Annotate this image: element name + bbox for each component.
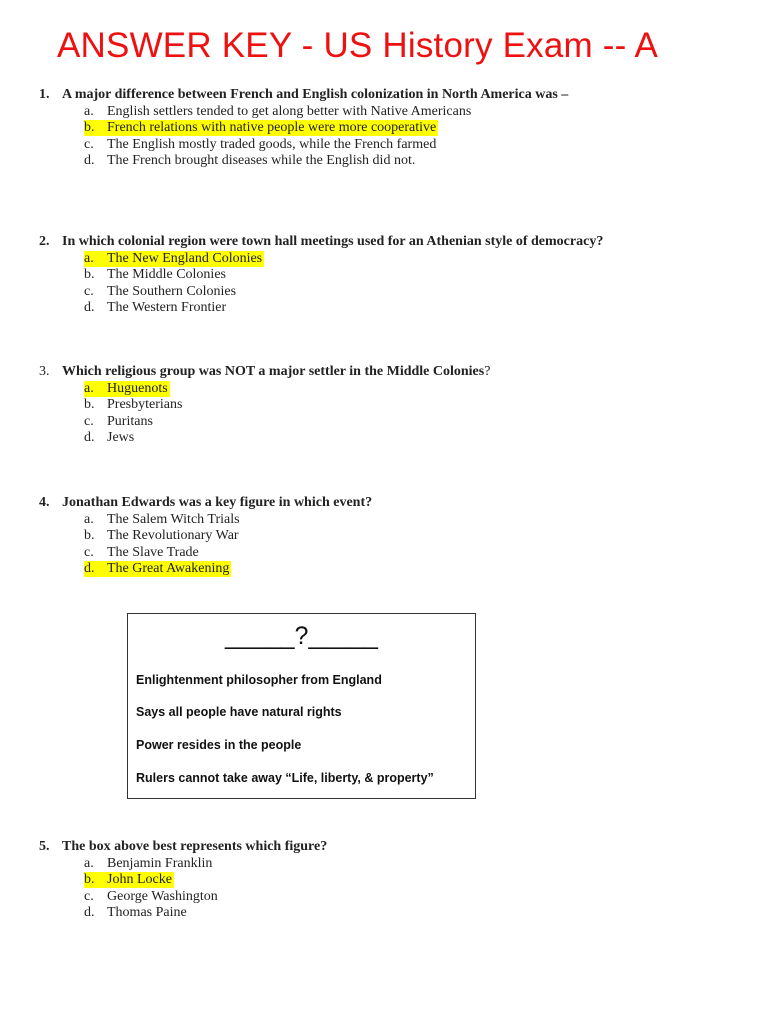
question-4 [0, 495, 768, 578]
answer-highlight [84, 561, 231, 577]
question-mark: ? [484, 364, 491, 379]
option-letter: c. [84, 544, 94, 560]
question-1 [0, 87, 768, 170]
answer-highlight [84, 120, 438, 136]
option-d [0, 153, 768, 169]
option-c [0, 284, 768, 300]
option-text: The Southern Colonies [107, 283, 237, 299]
option-b [0, 267, 768, 283]
option-letter: c. [84, 413, 94, 429]
clue-box [127, 613, 476, 799]
option-text: Benjamin Franklin [107, 856, 213, 871]
question-5 [0, 839, 768, 922]
option-d [0, 905, 768, 921]
option-text: The Western Frontier [107, 300, 227, 316]
option-text: George Washington [107, 888, 218, 904]
option-b-correct [0, 120, 768, 136]
question-2 [0, 234, 768, 317]
question-text: In which colonial region were town hall meetings used for an Athenian style of democracy? [62, 234, 604, 249]
option-text: Thomas Paine [107, 905, 187, 921]
option-letter: a. [84, 104, 94, 119]
option-letter: b. [84, 120, 95, 136]
question-number: 4. [39, 495, 50, 510]
question-number: 1. [39, 87, 50, 102]
question-number: 5. [39, 839, 50, 854]
answer-highlight [84, 872, 174, 888]
option-text: The English mostly traded goods, while the French farmed [107, 136, 437, 152]
question-text: Which religious group was NOT a major settler in the Middle Colonies [62, 364, 485, 379]
clue-box-blank: _____?_____ [225, 622, 378, 650]
option-b [0, 528, 768, 544]
option-letter: d. [84, 153, 95, 169]
option-text: English settlers tended to get along better with Native Americans [107, 104, 472, 119]
option-a-correct [0, 251, 768, 267]
option-text: French relations with native people were more cooperative [107, 120, 437, 136]
option-d-correct [0, 561, 768, 577]
option-letter: a. [84, 512, 94, 527]
answer-highlight [84, 381, 170, 397]
option-letter: b. [84, 528, 95, 544]
option-text: The Revolutionary War [107, 528, 239, 544]
option-text: Puritans [107, 413, 153, 429]
option-b [0, 397, 768, 413]
option-d [0, 430, 768, 446]
option-letter: c. [84, 888, 94, 904]
option-text: John Locke [107, 872, 172, 888]
option-letter: a. [84, 856, 94, 871]
option-text: The Middle Colonies [107, 267, 226, 283]
option-a [0, 856, 768, 872]
option-c [0, 414, 768, 430]
option-letter: b. [84, 872, 95, 888]
question-text: Jonathan Edwards was a key figure in which event? [62, 495, 373, 510]
option-text: The Great Awakening [107, 561, 230, 577]
clue-item: Says all people have natural rights [136, 705, 342, 719]
question-number: 3. [39, 364, 50, 379]
option-text: The Slave Trade [107, 544, 199, 560]
option-text: The French brought diseases while the English did not. [107, 153, 416, 169]
option-letter: d. [84, 300, 95, 316]
option-letter: d. [84, 905, 95, 921]
option-c [0, 545, 768, 561]
option-c [0, 137, 768, 153]
option-letter: d. [84, 561, 95, 577]
question-text: The box above best represents which figure? [62, 839, 328, 854]
option-letter: a. [84, 251, 94, 266]
clue-item: Rulers cannot take away “Life, liberty, & property” [136, 771, 434, 785]
clue-item: Power resides in the people [136, 738, 302, 752]
option-letter: c. [84, 136, 94, 152]
option-a [0, 104, 768, 120]
option-letter: a. [84, 381, 94, 396]
option-letter: b. [84, 397, 95, 413]
option-text: Huguenots [107, 381, 168, 396]
option-letter: b. [84, 267, 95, 283]
option-letter: d. [84, 430, 95, 446]
option-text: The Salem Witch Trials [107, 512, 240, 527]
option-text: The New England Colonies [107, 251, 263, 266]
option-a [0, 512, 768, 528]
option-d [0, 300, 768, 316]
answer-highlight [84, 251, 264, 267]
option-letter: c. [84, 283, 94, 299]
option-c [0, 889, 768, 905]
page-title: ANSWER KEY - US History Exam -- A [57, 26, 659, 65]
question-text: A major difference between French and English colonization in North America was – [62, 87, 569, 102]
question-number: 2. [39, 234, 50, 249]
option-a-correct [0, 381, 768, 397]
option-text: Presbyterians [107, 397, 183, 413]
question-3 [0, 364, 768, 447]
option-text: Jews [107, 430, 135, 446]
clue-item: Enlightenment philosopher from England [136, 673, 382, 687]
option-b-correct [0, 872, 768, 888]
